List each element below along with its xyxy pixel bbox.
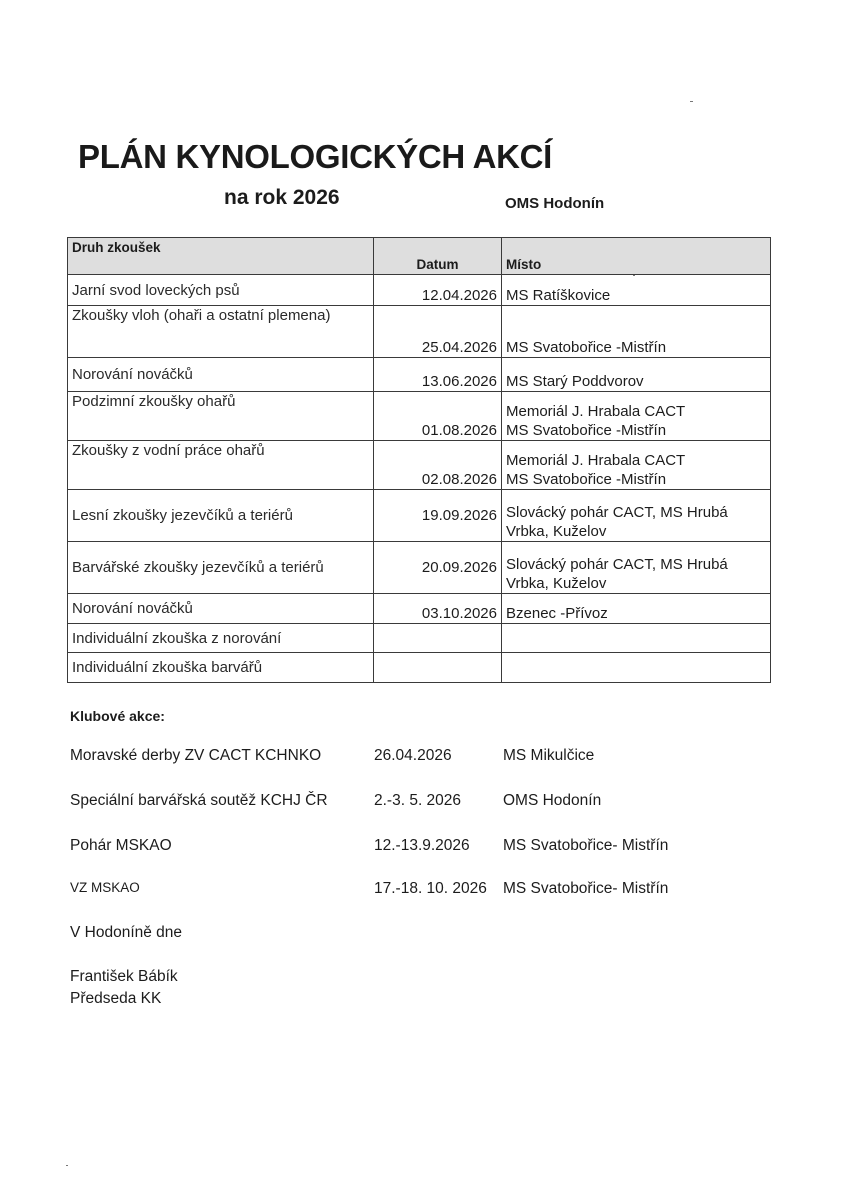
place-line: Vrbka, Kuželov (506, 575, 607, 592)
cell-date: 01.08.2026 (374, 392, 502, 441)
club-events-heading: Klubové akce: (70, 708, 165, 724)
scan-speck (690, 101, 693, 102)
cell-date (374, 653, 502, 683)
cell-place (502, 542, 771, 594)
place-line: Slovácký pohár CACT, MS Hrubá (506, 556, 728, 573)
club-event-place: MS Mikulčice (503, 747, 595, 764)
club-event-row (0, 880, 841, 902)
cell-type: Zkoušky vloh (ohaři a ostatní plemena) (68, 306, 374, 358)
column-header-type: Druh zkoušek (68, 238, 374, 275)
club-event-place: MS Svatobořice- Mistřín (503, 880, 669, 897)
club-event-date: 17.-18. 10. 2026 (374, 880, 487, 897)
club-event-place: MS Svatobořice- Mistřín (503, 837, 669, 854)
cell-place (502, 624, 771, 653)
page-title: PLÁN KYNOLOGICKÝCH AKCÍ (78, 138, 553, 175)
table-row (68, 441, 771, 490)
cell-date: 25.04.2026 (374, 306, 502, 358)
column-header-place: Místo (502, 238, 771, 275)
cell-place (502, 441, 771, 490)
table-row (68, 624, 771, 653)
cell-type: Podzimní zkoušky ohařů (68, 392, 374, 441)
cell-place: Bzenec -Přívoz (502, 594, 771, 624)
club-event-name: Speciální barvářská soutěž KCHJ ČR (70, 792, 328, 809)
club-event-row (0, 747, 841, 769)
club-event-row (0, 792, 841, 814)
signatory-name: František Bábík (70, 968, 178, 985)
place-and-date-line: V Hodoníně dne (70, 924, 183, 941)
cell-place (502, 490, 771, 542)
cell-place: MS Starý Poddvorov (502, 358, 771, 392)
club-event-name: VZ MSKAO (70, 880, 140, 895)
place-line: Memoriál J. Hrabala CACT (506, 403, 686, 420)
cell-date: 12.04.2026 (374, 275, 502, 306)
table-row (68, 358, 771, 392)
club-event-row (0, 837, 841, 859)
organization-name: OMS Hodonín (505, 195, 605, 212)
club-event-place: OMS Hodonín (503, 792, 602, 809)
page-subtitle: na rok 2026 (224, 186, 340, 209)
events-table (67, 237, 771, 683)
table-row (68, 653, 771, 683)
cell-place: MS Svatobořice -Mistřín (502, 306, 771, 358)
table-row (68, 490, 771, 542)
cell-date: 19.09.2026 (374, 490, 502, 542)
cell-place: MS Ratíškovice (502, 275, 771, 306)
table-row (68, 392, 771, 441)
cell-place (502, 392, 771, 441)
cell-date: 20.09.2026 (374, 542, 502, 594)
cell-date (374, 624, 502, 653)
cell-date: 13.06.2026 (374, 358, 502, 392)
cell-type: Individuální zkouška z norování (68, 624, 374, 653)
scan-speck (66, 1165, 68, 1166)
table-header-row (68, 238, 771, 275)
signatory-role: Předseda KK (70, 990, 162, 1007)
cell-date: 03.10.2026 (374, 594, 502, 624)
table-row (68, 275, 771, 306)
table-row (68, 594, 771, 624)
place-line: MS Svatobořice -Mistřín (506, 422, 667, 439)
club-event-date: 12.-13.9.2026 (374, 837, 470, 854)
cell-type: Zkoušky z vodní práce ohařů (68, 441, 374, 490)
club-event-name: Moravské derby ZV CACT KCHNKO (70, 747, 322, 764)
cell-type: Barvářské zkoušky jezevčíků a teriérů (68, 542, 374, 594)
cell-date: 02.08.2026 (374, 441, 502, 490)
place-line: Slovácký pohár CACT, MS Hrubá (506, 504, 728, 521)
place-line: MS Svatobořice -Mistřín (506, 471, 667, 488)
table-row (68, 306, 771, 358)
place-line: Vrbka, Kuželov (506, 523, 607, 540)
club-event-date: 2.-3. 5. 2026 (374, 792, 462, 809)
table-row (68, 542, 771, 594)
cell-type: Individuální zkouška barvářů (68, 653, 374, 683)
scan-speck (633, 275, 635, 276)
column-header-date: Datum (374, 238, 502, 275)
cell-type: Norování nováčků (68, 594, 374, 624)
cell-type: Jarní svod loveckých psů (68, 275, 374, 306)
cell-type: Norování nováčků (68, 358, 374, 392)
club-event-name: Pohár MSKAO (70, 837, 172, 854)
place-line: Memoriál J. Hrabala CACT (506, 452, 686, 469)
cell-place (502, 653, 771, 683)
cell-type: Lesní zkoušky jezevčíků a teriérů (68, 490, 374, 542)
club-event-date: 26.04.2026 (374, 747, 452, 764)
